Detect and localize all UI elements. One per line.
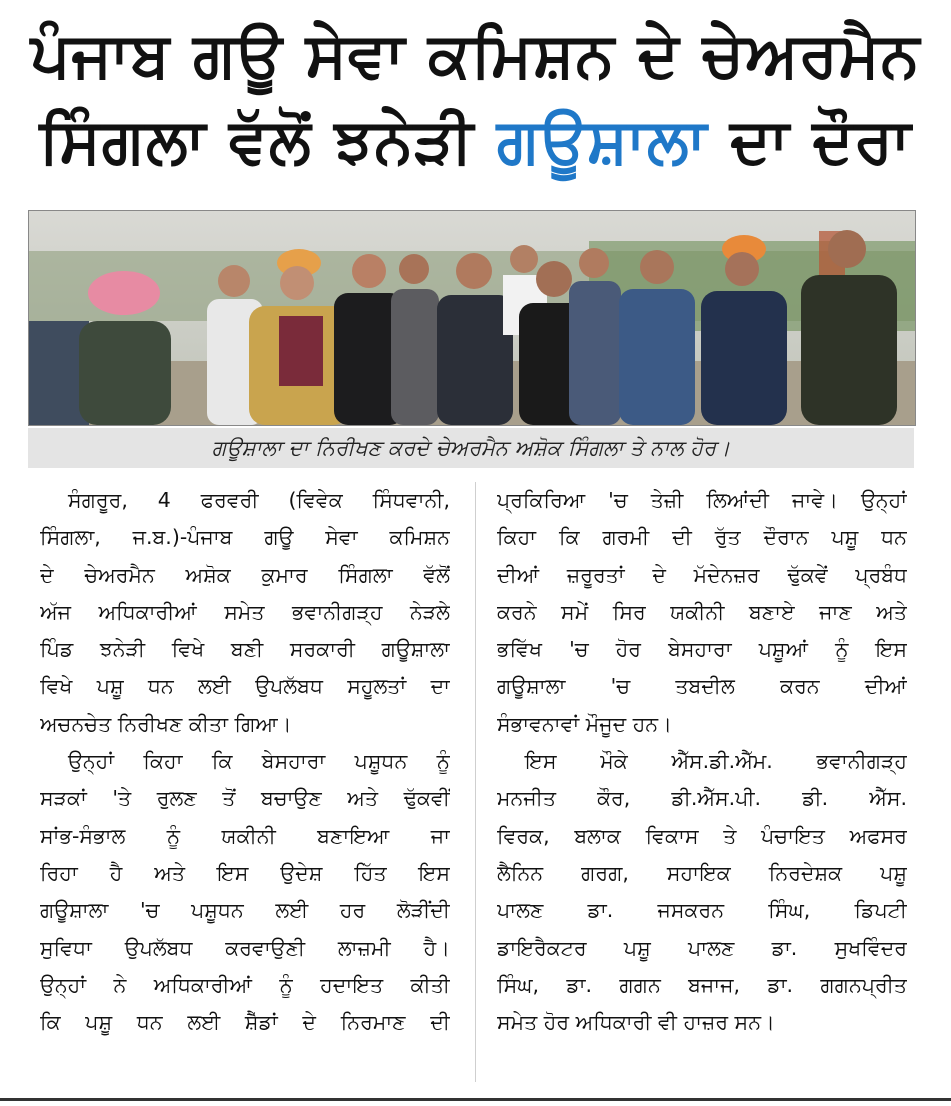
body-line: ਡਾਇਰੈਕਟਰ ਪਸ਼ੂ ਪਾਲਣ ਡਾ. ਸੁਖਵਿੰਦਰ [497,935,907,960]
headline-line-2-end: ਦਾ ਦੌਰਾ [707,104,912,177]
body-line: ਦੀਆਂ ਜ਼ਰੂਰਤਾਂ ਦੇ ਮੱਦੇਨਜ਼ਰ ਢੁੱਕਵੇਂ ਪ੍ਰਬੰਧ [497,562,907,587]
body-line: ਗਊਸ਼ਾਲਾ 'ਚ ਤਬਦੀਲ ਕਰਨ ਦੀਆਂ [497,674,907,699]
body-line: ਕਿਹਾ ਕਿ ਗਰਮੀ ਦੀ ਰੁੱਤ ਦੌਰਾਨ ਪਸ਼ੂ ਧਨ [497,525,907,550]
body-line: ਪ੍ਰਕਿਰਿਆ 'ਚ ਤੇਜ਼ੀ ਲਿਆਂਦੀ ਜਾਵੇ। ਉਨ੍ਹਾਂ [497,488,907,512]
headline-line-2 [0,98,951,184]
headline [0,12,951,184]
body-line: ਸਿੰਘ, ਡਾ. ਗਗਨ ਬਜਾਜ, ਡਾ. ਗਗਨਪ੍ਰੀਤ [497,972,907,997]
body-line: ਰਿਹਾ ਹੈ ਅਤੇ ਇਸ ਉਦੇਸ਼ ਹਿੱਤ ਇਸ [40,860,450,885]
body-line: ਸਿੰਗਲਾ, ਜ.ਬ.)-ਪੰਜਾਬ ਗਊ ਸੇਵਾ ਕਮਿਸ਼ਨ [40,525,450,550]
body-line: ਅੱਜ ਅਧਿਕਾਰੀਆਂ ਸਮੇਤ ਭਵਾਨੀਗੜ੍ਹ ਨੇੜਲੇ [40,599,450,624]
group-photo [28,210,916,426]
body-line: ਸੁਵਿਧਾ ਉਪਲੱਬਧ ਕਰਵਾਉਣੀ ਲਾਜ਼ਮੀ ਹੈ। [40,935,450,960]
body-line: ਮਨਜੀਤ ਕੌਰ, ਡੀ.ਐੱਸ.ਪੀ. ਡੀ. ਐੱਸ. [497,786,907,811]
body-line: ਸੰਭਾਵਨਾਵਾਂ ਮੌਜੂਦ ਹਨ। [497,711,672,736]
article-column-right [497,482,907,1041]
body-line: ਗਊਸ਼ਾਲਾ 'ਚ ਪਸ਼ੂਧਨ ਲਈ ਹਰ ਲੋੜੀਂਦੀ [40,898,450,923]
article-column-left [40,482,450,1041]
headline-line-1: ਪੰਜਾਬ ਗਊ ਸੇਵਾ ਕਮਿਸ਼ਨ ਦੇ ਚੇਅਰਮੈਨ [30,18,921,91]
body-line: ਸੜਕਾਂ 'ਤੇ ਰੁਲਣ ਤੋਂ ਬਚਾਉਣ ਅਤੇ ਢੁੱਕਵੀਂ [40,786,450,811]
body-line: ਸਾਂਭ-ਸੰਭਾਲ ਨੂੰ ਯਕੀਨੀ ਬਣਾਇਆ ਜਾ [40,823,450,848]
body-line: ਕਿ ਪਸ਼ੂ ਧਨ ਲਈ ਸ਼ੈੱਡਾਂ ਦੇ ਨਿਰਮਾਣ ਦੀ [40,1010,450,1035]
body-line: ਭਵਿੱਖ 'ਚ ਹੋਰ ਬੇਸਹਾਰਾ ਪਸ਼ੂਆਂ ਨੂੰ ਇਸ [497,637,907,662]
body-line: ਕਰਨੇ ਸਮੇਂ ਸਿਰ ਯਕੀਨੀ ਬਣਾਏ ਜਾਣ ਅਤੇ [497,599,907,624]
body-line: ਪਾਲਣ ਡਾ. ਜਸਕਰਨ ਸਿੰਘ, ਡਿਪਟੀ [497,898,907,923]
body-line: ਸੰਗਰੂਰ, 4 ਫਰਵਰੀ (ਵਿਵੇਕ ਸਿੰਧਵਾਨੀ, [68,488,450,512]
body-line: ਵਿਰਕ, ਬਲਾਕ ਵਿਕਾਸ ਤੇ ਪੰਚਾਇਤ ਅਫਸਰ [497,823,907,848]
body-line: ਪਿੰਡ ਝਨੇੜੀ ਵਿਖੇ ਬਣੀ ਸਰਕਾਰੀ ਗਊਸ਼ਾਲਾ [40,637,450,662]
body-line: ਲੈਨਿਨ ਗਰਗ, ਸਹਾਇਕ ਨਿਰਦੇਸ਼ਕ ਪਸ਼ੂ [497,860,907,885]
headline-line-2-start: ਸਿੰਗਲਾ ਵੱਲੋਂ ਝਨੇੜੀ [39,104,497,177]
body-line: ਦੇ ਚੇਅਰਮੈਨ ਅਸ਼ੋਕ ਕੁਮਾਰ ਸਿੰਗਲਾ ਵੱਲੋਂ [40,562,450,587]
column-divider [475,482,476,1082]
body-line: ਵਿਖੇ ਪਸ਼ੂ ਧਨ ਲਈ ਉਪਲੱਬਧ ਸਹੂਲਤਾਂ ਦਾ [40,674,450,699]
headline-accent-word: ਗਊਸ਼ਾਲਾ [496,104,708,177]
body-line: ਸਮੇਤ ਹੋਰ ਅਧਿਕਾਰੀ ਵੀ ਹਾਜ਼ਰ ਸਨ। [497,1010,775,1035]
body-line: ਇਸ ਮੌਕੇ ਐੱਸ.ਡੀ.ਐੱਮ. ਭਵਾਨੀਗੜ੍ਹ [525,749,907,774]
bottom-rule [0,1098,951,1101]
body-line: ਉਨ੍ਹਾਂ ਕਿਹਾ ਕਿ ਬੇਸਹਾਰਾ ਪਸ਼ੂਧਨ ਨੂੰ [68,749,450,774]
photo-caption: ਗਊਸ਼ਾਲਾ ਦਾ ਨਿਰੀਖਣ ਕਰਦੇ ਚੇਅਰਮੈਨ ਅਸ਼ੋਕ ਸਿੰਗਲਾ ਤੇ ਨਾਲ ਹੋਰ। [28,428,914,468]
body-line: ਉਨ੍ਹਾਂ ਨੇ ਅਧਿਕਾਰੀਆਂ ਨੂੰ ਹਦਾਇਤ ਕੀਤੀ [40,972,450,997]
body-line: ਅਚਨਚੇਤ ਨਿਰੀਖਣ ਕੀਤਾ ਗਿਆ। [40,711,292,736]
group-photo-icon [29,211,915,425]
